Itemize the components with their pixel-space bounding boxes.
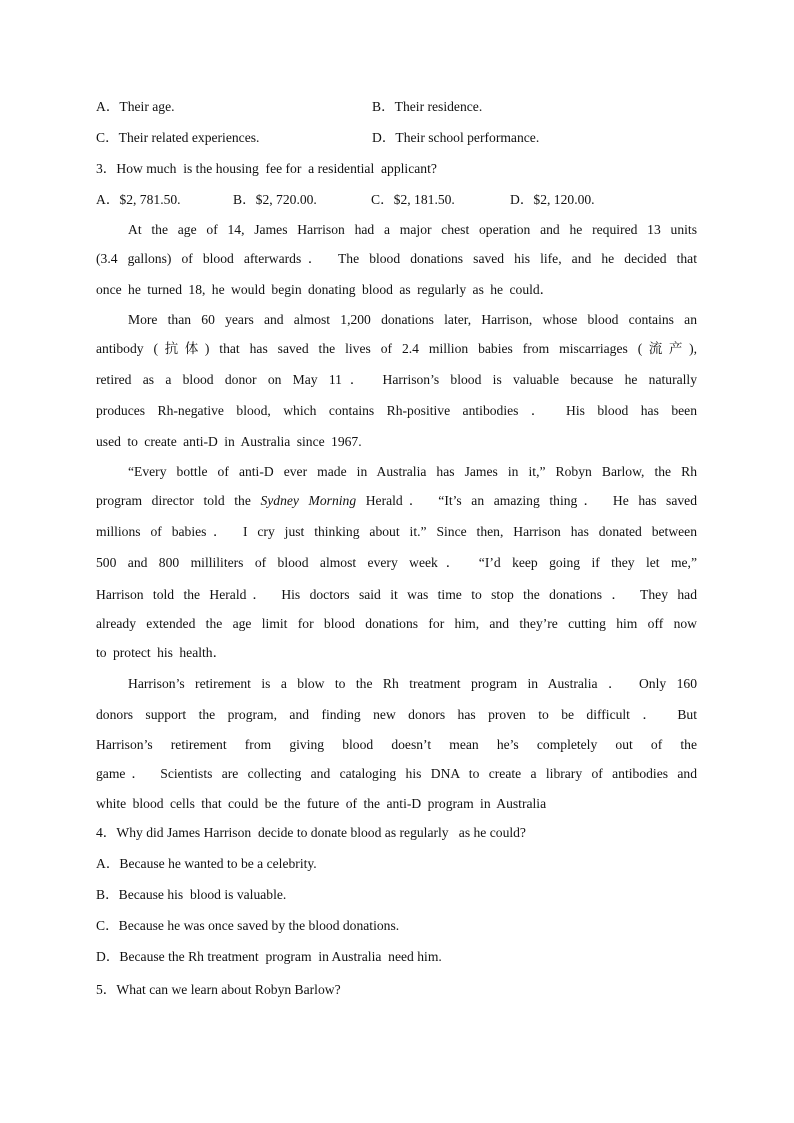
passage-p3-line-4: 500 and 800 milliliters of blood almost every week． “I’d keep going if they let me,” xyxy=(96,555,697,570)
newspaper-title-italic: Sydney Morning xyxy=(260,493,357,508)
passage-p4-line-5: white blood cells that could be the future of the anti-D program in Australia xyxy=(96,796,547,811)
q4-option-d: D．Because the Rh treatment program in Australia need him. xyxy=(96,949,442,964)
q2-option-c: C．Their related experiences. xyxy=(96,130,260,145)
q3-option-c: C．$2, 181.50. xyxy=(371,192,455,207)
q4-option-b: B．Because his blood is valuable. xyxy=(96,887,287,902)
passage-p3-line-6: already extended the age limit for blood donations for him, and they’re cutting him off now xyxy=(96,616,697,631)
passage-p2-line-5: used to create anti-D in Australia since 1967. xyxy=(96,434,362,449)
passage-p1-line-2: (3.4 gallons) of blood afterwards． The blood donations saved his life, and he decided that xyxy=(96,251,697,266)
q4-option-a: A．Because he wanted to be a celebrity. xyxy=(96,856,317,871)
passage-p4-line-3: Harrison’s retirement from giving blood doesn’t mean he’s completely out of the xyxy=(96,737,697,752)
q2-option-a: A．Their age. xyxy=(96,99,175,114)
passage-p1-line-1: At the age of 14, James Harrison had a major chest operation and he required 13 units xyxy=(128,222,697,237)
q3-option-d: D．$2, 120.00. xyxy=(510,192,595,207)
passage-p3-line-7: to protect his health． xyxy=(96,645,227,660)
passage-p3-line-2: program director told the Sydney Morning Herald． “It’s an amazing thing． He has saved xyxy=(96,493,698,508)
q4-question: 4．Why did James Harrison decide to donate blood as regularly as he could? xyxy=(96,825,526,840)
passage-p2-line-4: produces Rh-negative blood, which contains Rh-positive antibodies ． His blood has been xyxy=(96,403,697,418)
passage-p4-line-4: game． Scientists are collecting and cataloging his DNA to create a library of antibodies and xyxy=(96,766,697,781)
passage-p4-line-1: Harrison’s retirement is a blow to the Rh treatment program in Australia ． Only 160 xyxy=(128,676,697,691)
passage-p3-line-1: “Every bottle of anti-D ever made in Australia has James in it,” Robyn Barlow, the Rh xyxy=(128,464,697,479)
q4-option-c: C．Because he was once saved by the blood donations. xyxy=(96,918,400,933)
q2-option-b: B．Their residence. xyxy=(372,99,483,114)
passage-p2-line-1: More than 60 years and almost 1,200 donations later, Harrison, whose blood contains an xyxy=(128,312,697,327)
q3-question: 3．How much is the housing fee for a residential applicant? xyxy=(96,161,437,176)
q5-question: 5．What can we learn about Robyn Barlow? xyxy=(96,982,341,997)
passage-p2-line-2: antibody (抗体) that has saved the lives of 2.4 million babies from miscarriages (流产), xyxy=(96,341,697,356)
passage-p3-line-3: millions of babies． I cry just thinking about it.” Since then, Harrison has donated between xyxy=(96,524,697,539)
q3-option-b: B．$2, 720.00. xyxy=(233,192,317,207)
q2-option-d: D．Their school performance. xyxy=(372,130,540,145)
passage-p4-line-2: donors support the program, and finding new donors has proven to be difficult ． But xyxy=(96,707,697,722)
passage-p3-line-5: Harrison told the Herald． His doctors said it was time to stop the donations ． They had xyxy=(96,587,697,602)
passage-p1-line-3: once he turned 18, he would begin donating blood as regularly as he could． xyxy=(96,282,554,297)
passage-p2-line-3: retired as a blood donor on May 11． Harrison’s blood is valuable because he naturally xyxy=(96,372,697,387)
q3-option-a: A．$2, 781.50. xyxy=(96,192,181,207)
